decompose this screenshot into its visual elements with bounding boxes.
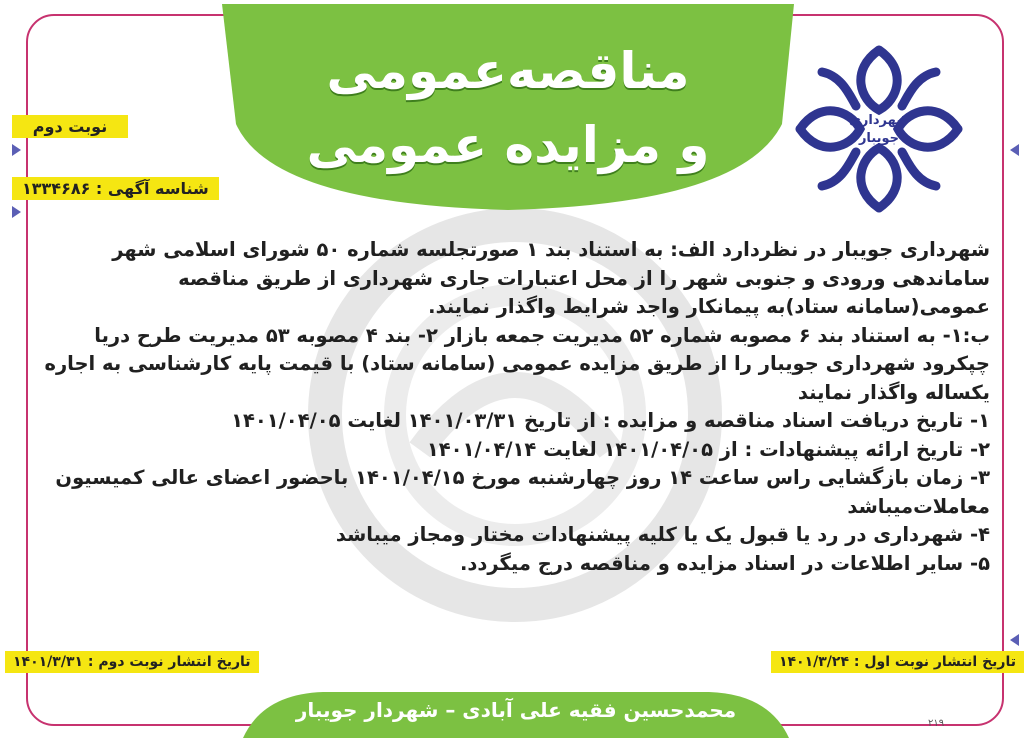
- item-1: ۱- تاریخ دریافت اسناد مناقصه و مزایده : از تاریخ ۱۴۰۱/۰۳/۳۱ لغایت ۱۴۰۱/۰۴/۰۵: [231, 409, 990, 432]
- page-number: ۲۱۹: [928, 718, 945, 729]
- footer-banner: [243, 690, 789, 738]
- paragraph-a: شهرداری جویبار در نظردارد الف: به استناد بند ۱ صورتجلسه شماره ۵۰ شورای اسلامی شهر ساماندهی ورودی و جنوبی شهر را از محل اعتبارات جاری شهرداری از طریق مناقصه عمومی(سامانه ستاد)به پیمانکار واجد شرایط واگذار نمایند.: [112, 238, 990, 318]
- item-4: ۴- شهرداری در رد یا قبول یک یا کلیه پیشنهادات مختار ومجاز میباشد: [335, 523, 990, 546]
- second-publication-date: تاریخ انتشار نوبت دوم : ۱۴۰۱/۳/۳۱: [5, 651, 259, 673]
- mayor-signature: محمدحسین فقیه علی آبادی – شهردار جویبار: [295, 698, 737, 722]
- notice-body: [40, 236, 990, 578]
- corner-marker: [1010, 144, 1019, 156]
- item-5: ۵- سایر اطلاعات در اسناد مزایده و مناقصه درج میگردد.: [459, 551, 990, 575]
- municipality-logo-icon: [790, 40, 968, 218]
- corner-marker: [1010, 634, 1019, 646]
- title-line-1: مناقصه‌عمومی: [326, 42, 690, 100]
- turn-tag: نوبت دوم: [12, 115, 128, 138]
- corner-marker: [12, 206, 21, 218]
- item-3: ۳- زمان بازگشایی راس ساعت ۱۴ روز چهارشنبه مورخ ۱۴۰۱/۰۴/۱۵ باحضور اعضای عالی کمیسیون معاملات‌میباشد: [55, 466, 990, 518]
- svg-text:شهرداری: شهرداری: [849, 113, 909, 128]
- paragraph-b: ب:۱- به استناد بند ۶ مصوبه شماره ۵۲ مدیریت جمعه بازار ۲- بند ۴ مصوبه ۵۳ مدیریت طرح دریا چپکرود شهرداری جویبار را از طریق مزایده عمومی (سامانه ستاد) با قیمت پایه کارشناسی به اجاره یکساله واگذار نمایند: [44, 323, 990, 404]
- first-publication-date: تاریخ انتشار نوبت اول : ۱۴۰۱/۳/۲۴: [771, 651, 1024, 673]
- title-line-2: و مزایده عمومی: [306, 116, 710, 174]
- notice-id-tag: شناسه آگهی : ۱۳۳۴۶۸۶: [12, 177, 219, 200]
- corner-marker: [12, 144, 21, 156]
- item-2: ۲- تاریخ ارائه پیشنهادات : از ۱۴۰۱/۰۴/۰۵ لغایت ۱۴۰۱/۰۴/۱۴: [426, 437, 990, 461]
- header-banner: [222, 4, 794, 212]
- svg-text:جویبار: جویبار: [858, 131, 900, 146]
